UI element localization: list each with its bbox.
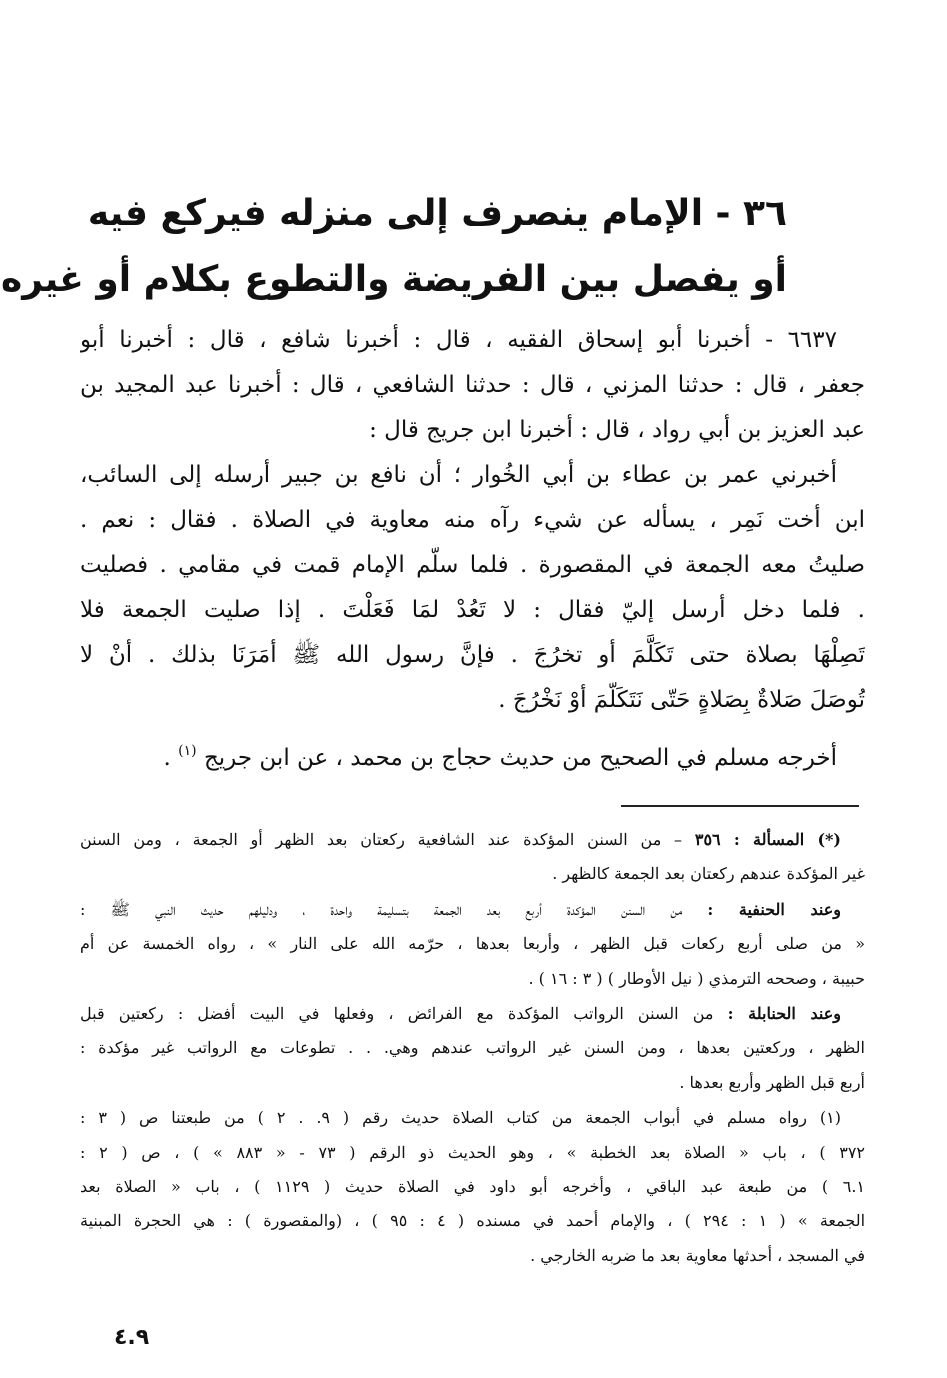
footnote-line: أربع قبل الظهر وأربع بعدها . — [679, 1072, 865, 1092]
matn-line: أخبرني عمر بن عطاء بن أبي الخُوار ؛ أن نافع بن جبير أرسله إلى السائب، — [80, 462, 837, 488]
footnote-line: « من صلى أربع ركعات قبل الظهر ، وأربعا بعدها ، حرّمه الله على النار » ، رواه الخمسة عن أم — [80, 934, 865, 954]
page-number: ٤.٩ — [114, 1325, 150, 1350]
footnote-1 — [80, 1101, 865, 1273]
isnad-line: ٦٦٣٧ - أخبرنا أبو إسحاق الفقيه ، قال : أخبرنا شافع ، قال : أخبرنا أبو — [80, 327, 837, 353]
footnote-ref-1: (١) — [178, 743, 197, 759]
footnote-line — [80, 997, 865, 1031]
takhrij-paragraph — [80, 729, 865, 781]
footnote-hanbali — [80, 997, 865, 1100]
matn-line: تُوصَلَ صَلاةٌ بِصَلاةٍ حَتّى نَتَكَلّمَ أوْ نَخْرُجَ . — [498, 687, 865, 713]
takhrij-end: . — [163, 745, 171, 771]
footnote-line: غير المؤكدة عندهم ركعتان بعد الجمعة كالظهر . — [552, 864, 865, 884]
chapter-heading — [0, 185, 787, 309]
footnote-line: ٣٧٢ ) ، باب « الصلاة بعد الخطبة » ، وهو الحديث ذو الرقم ( ٧٣ - « ٨٨٣ » ) ، ص ( ٢ : — [80, 1142, 865, 1162]
footnote-line: في المسجد ، أحدثها معاوية بعد ما ضربه الخارجي . — [530, 1245, 865, 1265]
footnote-line: (١) رواه مسلم في أبواب الجمعة من كتاب الصلاة حديث رقم ( ٩. . ٢ ) من طبعتنا ص ( ٣ : — [80, 1108, 842, 1128]
footnote-line: الجمعة » ( ١ : ٢٩٤ ) ، والإمام أحمد في مسنده ( ٤ : ٩٥ ) ، (والمقصورة ) : هي الحجرة المبنية — [80, 1211, 865, 1231]
footnote-line — [80, 823, 865, 857]
footnote-text: من السنن المؤكدة أربع بعد الجمعة بتسليمة واحدة ، ودليلهم حديث النبي ﷺ : — [80, 899, 683, 919]
hadith-isnad — [80, 318, 865, 453]
hadith-matn — [80, 453, 865, 723]
isnad-line: عبد العزيز بن أبي رواد ، قال : أخبرنا ابن جريج قال : — [369, 417, 865, 443]
footnote-label: وعند الحنابلة : — [727, 1004, 842, 1024]
chapter-title-line2-text: أو يفصل بين الفريضة والتطوع بكلام أو غيره — [0, 259, 787, 300]
chapter-title-line2 — [0, 243, 787, 309]
chapter-title-line1: ٣٦ - الإمام ينصرف إلى منزله فيركع فيه — [87, 193, 787, 234]
footnote-label: وعند الحنفية : — [707, 899, 841, 919]
matn-line: . فلما دخل أرسل إليّ فقال : لا تَعُدْ لمَا فَعَلْتَ . إذا صليت الجمعة فلا — [80, 597, 865, 623]
footnote-separator — [621, 805, 859, 807]
takhrij-line — [80, 729, 865, 781]
footnote-line: الظهر ، وركعتين بعدها ، ومن السنن غير الرواتب عندهم وهي. . . تطوعات مع الرواتب غير مؤكدة : — [80, 1038, 865, 1058]
footnote-label: (*) المسألة : ٣٥٦ — [694, 830, 841, 849]
footnote-text: من السنن الرواتب المؤكدة مع الفرائض ، وفعلها في البيت أفضل : ركعتين قبل — [80, 1004, 714, 1024]
matn-line: ابن أخت نَمِر ، يسأله عن شيء رآه منه معاوية في الصلاة . فقال : نعم . — [80, 507, 865, 533]
footnote-star — [80, 823, 865, 892]
footnote-text: – من السنن المؤكدة عند الشافعية ركعتان بعد الظهر أو الجمعة ، ومن السنن — [80, 830, 683, 849]
footnote-hanafi — [80, 893, 865, 996]
matn-line: تَصِلْهَا بصلاة حتى تَكَلَّمَ أو تخرُجَ . فإنَّ رسول الله ﷺ أمَرَنَا بذلك . أنْ لا — [80, 642, 865, 668]
footnote-line: ٦.١ ) من طبعة عبد الباقي ، وأخرجه أبو داود في الصلاة حديث ( ١١٢٩ ) ، باب « الصلاة بعد — [80, 1177, 865, 1197]
footnote-line: حبيبة ، وصححه الترمذي ( نيل الأوطار ) ( ٣ : ١٦ ) . — [528, 968, 865, 988]
footnotes — [80, 823, 865, 1274]
footnote-line — [80, 893, 865, 927]
isnad-line: جعفر ، قال : حدثنا المزني ، قال : حدثنا الشافعي ، قال : أخبرنا عبد المجيد بن — [80, 372, 865, 398]
takhrij-text: أخرجه مسلم في الصحيح من حديث حجاج بن محمد ، عن ابن جريج — [203, 745, 837, 771]
matn-line: صليتُ معه الجمعة في المقصورة . فلما سلّم الإمام قمت في مقامي . فصليت — [80, 552, 865, 578]
